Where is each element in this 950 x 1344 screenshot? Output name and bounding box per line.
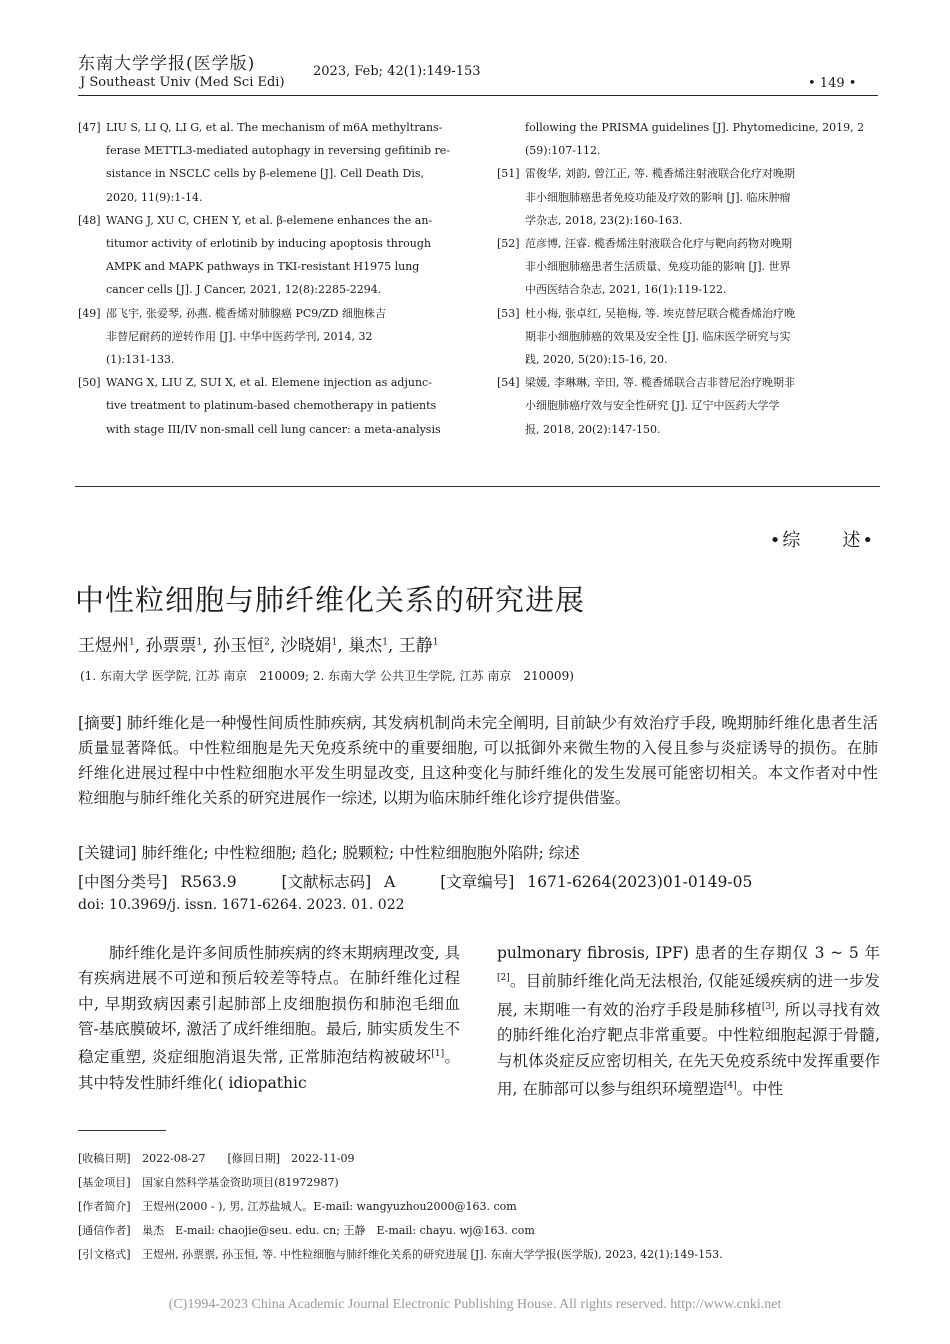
author-name: 王煜州 bbox=[78, 636, 129, 656]
journal-title-en: J Southeast Univ (Med Sci Edi) bbox=[80, 75, 285, 90]
body-text: 。目前肺纤维化尚无法根治, 仅能延缓疾病的进一步发展, 末期唯一有效的治疗手段是肺移植 bbox=[497, 972, 880, 1019]
author-list bbox=[78, 631, 438, 656]
body-text: , 所以寻找有效的肺纤维化治疗靶点非常重要。中性粒细胞起源于骨髓, 与机体炎症反应密切相关, 在先天免疫系统中发挥重要作用, 在肺部可以参与组织环境塑造 bbox=[497, 1000, 880, 1098]
footnote-text: 王煜州, 孙票票, 孙玉恒, 等. 中性粒细胞与肺纤维化关系的研究进展 [J]. 东南大学学报(医学版), 2023, 42(1):149-153. bbox=[142, 1248, 723, 1261]
body-text: 肺纤维化是许多间质性肺疾病的终末期病理改变, 具有疾病进展不可逆和预后较差等特点。在肺纤维化过程中, 早期致病因素引起肺部上皮细胞损伤和肺泡毛细血管-基底膜破坏, 激活了成纤维细胞。最后, 肺实质发生不稳定重塑, 炎症细胞消退失常, 正常肺泡结构被破坏 bbox=[78, 944, 460, 1067]
reference-line: tive treatment to platinum-based chemotherapy in patients bbox=[106, 399, 437, 413]
affiliation: (1. 东南大学 医学院, 江苏 南京 210009; 2. 东南大学 公共卫生学院, 江苏 南京 210009) bbox=[80, 669, 574, 683]
journal-citation: 2023, Feb; 42(1):149-153 bbox=[313, 64, 481, 79]
footnote-corresponding bbox=[78, 1222, 535, 1238]
author-name: 王静 bbox=[398, 636, 433, 656]
clc-value: R563.9 bbox=[180, 873, 237, 891]
reference-number: [48] bbox=[78, 213, 101, 227]
reference-line: 报, 2018, 20(2):147-150. bbox=[525, 422, 661, 436]
reference-line: 践, 2020, 5(20):15-16, 20. bbox=[525, 353, 668, 367]
reference-line: 非小细胞肺癌患者生活质量、免疫功能的影响 [J]. 世界 bbox=[525, 260, 791, 274]
footnote-rule bbox=[78, 1130, 166, 1131]
classification-line bbox=[78, 870, 878, 892]
author-affiliation-index: 1 bbox=[432, 637, 439, 648]
reference-line: with stage III/IV non-small cell lung cancer: a meta-analysis bbox=[106, 422, 441, 436]
reference-line: 杜小梅, 张卓红, 吴艳梅, 等. 埃克替尼联合榄香烯治疗晚 bbox=[525, 306, 795, 320]
reference-line: titumor activity of erlotinib by inducing apoptosis through bbox=[106, 237, 431, 251]
reference-item bbox=[78, 371, 460, 441]
citation-ref: [1] bbox=[431, 1049, 445, 1060]
doi: doi: 10.3969/j. issn. 1671-6264. 2023. 01. 022 bbox=[78, 897, 405, 913]
reference-line: ferase METTL3-mediated autophagy in reversing gefitinib re- bbox=[106, 144, 450, 158]
reference-number: [54] bbox=[497, 376, 520, 390]
reference-item bbox=[497, 162, 880, 232]
references-right-column bbox=[497, 116, 880, 441]
article-no-label: [文章编号] bbox=[440, 873, 515, 891]
reference-number: [50] bbox=[78, 376, 101, 390]
reference-line: sistance in NSCLC cells by β-elemene [J]. Cell Death Dis, bbox=[106, 167, 424, 181]
article-no-value: 1671-6264(2023)01-0149-05 bbox=[527, 873, 753, 891]
reference-line: LIU S, LI Q, LI G, et al. The mechanism of m6A methyltrans- bbox=[106, 121, 443, 134]
footnote-label: [引文格式] bbox=[78, 1248, 131, 1261]
reference-number: [51] bbox=[497, 167, 520, 181]
reference-line: 2020, 11(9):1-14. bbox=[106, 190, 203, 204]
body-text: 。中性 bbox=[736, 1079, 784, 1098]
reference-line: 学杂志, 2018, 23(2):160-163. bbox=[525, 213, 683, 227]
footnote-label: [作者简介] bbox=[78, 1200, 131, 1213]
reference-line: 范彦博, 汪睿. 榄香烯注射液联合化疗与靶向药物对晚期 bbox=[525, 237, 792, 251]
journal-title-cn: 东南大学学报(医学版) bbox=[78, 54, 256, 74]
author-affiliation-index: 1 bbox=[331, 637, 338, 648]
citation-ref: [4] bbox=[723, 1080, 737, 1091]
citation-ref: [3] bbox=[761, 1001, 775, 1012]
footnote-text: 2022-08-27 [修回日期] 2022-11-09 bbox=[142, 1152, 355, 1165]
footnote-label: [收稿日期] bbox=[78, 1152, 131, 1165]
body-column-right bbox=[497, 941, 880, 1102]
reference-line: 雷俊华, 刘韵, 曾江正, 等. 榄香烯注射液联合化疗对晚期 bbox=[525, 167, 795, 181]
reference-line: (59):107-112. bbox=[525, 144, 601, 158]
footnote-author-bio bbox=[78, 1198, 517, 1214]
author-separator: , bbox=[337, 636, 349, 656]
author-name: 巢杰 bbox=[348, 636, 383, 656]
reference-line: (1):131-133. bbox=[106, 353, 175, 367]
author-separator: , bbox=[202, 636, 214, 656]
author-affiliation-index: 1 bbox=[196, 637, 203, 648]
reference-line: 小细胞肺癌疗效与安全性研究 [J]. 辽宁中医药大学学 bbox=[525, 399, 780, 413]
reference-item bbox=[497, 232, 880, 302]
citation-ref: [2] bbox=[497, 973, 510, 984]
reference-item bbox=[78, 116, 460, 209]
references-left-column bbox=[78, 116, 460, 441]
reference-number: [47] bbox=[78, 121, 101, 134]
reference-line: WANG J, XU C, CHEN Y, et al. β-elemene enhances the an- bbox=[106, 213, 433, 227]
abstract-label: [摘要] bbox=[78, 714, 122, 732]
abstract bbox=[78, 711, 878, 811]
footnote-text: 王煜州(2000 - ), 男, 江苏盐城人。E-mail: wangyuzhou2000@163. com bbox=[142, 1200, 517, 1213]
footnote-label: [基金项目] bbox=[78, 1176, 131, 1189]
reference-line: 中西医结合杂志, 2021, 16(1):119-122. bbox=[525, 283, 727, 297]
author-separator: , bbox=[269, 636, 281, 656]
copyright-watermark: (C)1994-2023 China Academic Journal Electronic Publishing House. All rights reserved. http://www.cnki.net bbox=[168, 1297, 782, 1312]
reference-item bbox=[497, 302, 880, 372]
page-number: • 149 • bbox=[808, 76, 857, 91]
abstract-text: 肺纤维化是一种慢性间质性肺疾病, 其发病机制尚未完全阐明, 目前缺少有效治疗手段, 晚期肺纤维化患者生活质量显著降低。中性粒细胞是先天免疫系统中的重要细胞, 可以抵御外来微生物的入侵且参与炎症诱导的损伤。在肺纤维化进展过程中中性粒细胞水平发生明显改变, 且这种变化与肺纤维化的发生发展可能密切相关。本文作者对中性粒细胞与肺纤维化关系的研究进展作一综述, 以期为临床肺纤维化诊疗提供借鉴。 bbox=[78, 714, 878, 807]
author-affiliation-index: 1 bbox=[382, 637, 388, 648]
author-separator: , bbox=[387, 636, 399, 656]
clc-label: [中图分类号] bbox=[78, 873, 168, 891]
keywords-label: [关键词] bbox=[78, 844, 137, 862]
section-label: •综 述• bbox=[769, 530, 875, 551]
keywords bbox=[78, 841, 580, 863]
reference-line: WANG X, LIU Z, SUI X, et al. Elemene injection as adjunc- bbox=[106, 376, 432, 390]
reference-line: 梁媛, 李琳琳, 辛田, 等. 榄香烯联合吉非替尼治疗晚期非 bbox=[525, 376, 795, 390]
reference-number: [53] bbox=[497, 306, 520, 320]
reference-item bbox=[78, 209, 460, 302]
reference-line: 非小细胞肺癌患者免疫功能及疗效的影响 [J]. 临床肿瘤 bbox=[525, 190, 791, 204]
footnote-received bbox=[78, 1150, 355, 1166]
reference-line: AMPK and MAPK pathways in TKI-resistant H1975 lung bbox=[106, 260, 420, 274]
doc-code-value: A bbox=[384, 873, 396, 891]
author-name: 孙票票 bbox=[145, 636, 197, 656]
footnote-text: 国家自然科学基金资助项目(81972987) bbox=[142, 1176, 339, 1189]
header-rule bbox=[78, 95, 878, 96]
reference-line: cancer cells [J]. J Cancer, 2021, 12(8):2285-2294. bbox=[106, 283, 382, 297]
footnote-text: 巢杰 E-mail: chaojie@seu. edu. cn; 王静 E-mail: chayu. wj@163. com bbox=[142, 1224, 535, 1237]
body-column-left bbox=[78, 941, 460, 1096]
reference-item bbox=[497, 116, 880, 162]
section-divider bbox=[75, 486, 880, 487]
author-name: 孙玉恒 bbox=[213, 636, 265, 656]
doc-code-label: [文献标志码] bbox=[281, 873, 372, 891]
author-affiliation-index: 1 bbox=[129, 637, 135, 648]
reference-item bbox=[78, 302, 460, 372]
footnote-citation-format bbox=[78, 1246, 723, 1262]
body-text: 。其中特发性肺纤维化( idiopathic bbox=[78, 1048, 460, 1092]
article-title: 中性粒细胞与肺纤维化关系的研究进展 bbox=[75, 583, 586, 617]
footnote-funding bbox=[78, 1174, 339, 1190]
reference-number: [52] bbox=[497, 237, 520, 251]
reference-line: following the PRISMA guidelines [J]. Phytomedicine, 2019, 2 bbox=[525, 121, 865, 134]
keywords-text: 肺纤维化; 中性粒细胞; 趋化; 脱颗粒; 中性粒细胞胞外陷阱; 综述 bbox=[141, 844, 580, 862]
author-separator: , bbox=[134, 636, 146, 656]
reference-number: [49] bbox=[78, 306, 101, 320]
footnote-label: [通信作者] bbox=[78, 1224, 131, 1237]
reference-item bbox=[497, 371, 880, 441]
author-affiliation-index: 2 bbox=[264, 637, 270, 648]
reference-line: 非替尼耐药的逆转作用 [J]. 中华中医药学刊, 2014, 32 bbox=[106, 329, 373, 343]
body-text: pulmonary fibrosis, IPF) 患者的生存期仅 3 ~ 5 年 bbox=[497, 944, 880, 962]
author-name: 沙晓娟 bbox=[280, 636, 332, 656]
reference-line: 邵飞宇, 张爱琴, 孙燕. 榄香烯对肺腺癌 PC9/ZD 细胞株吉 bbox=[106, 306, 386, 320]
reference-line: 期非小细胞肺癌的效果及安全性 [J]. 临床医学研究与实 bbox=[525, 329, 791, 343]
